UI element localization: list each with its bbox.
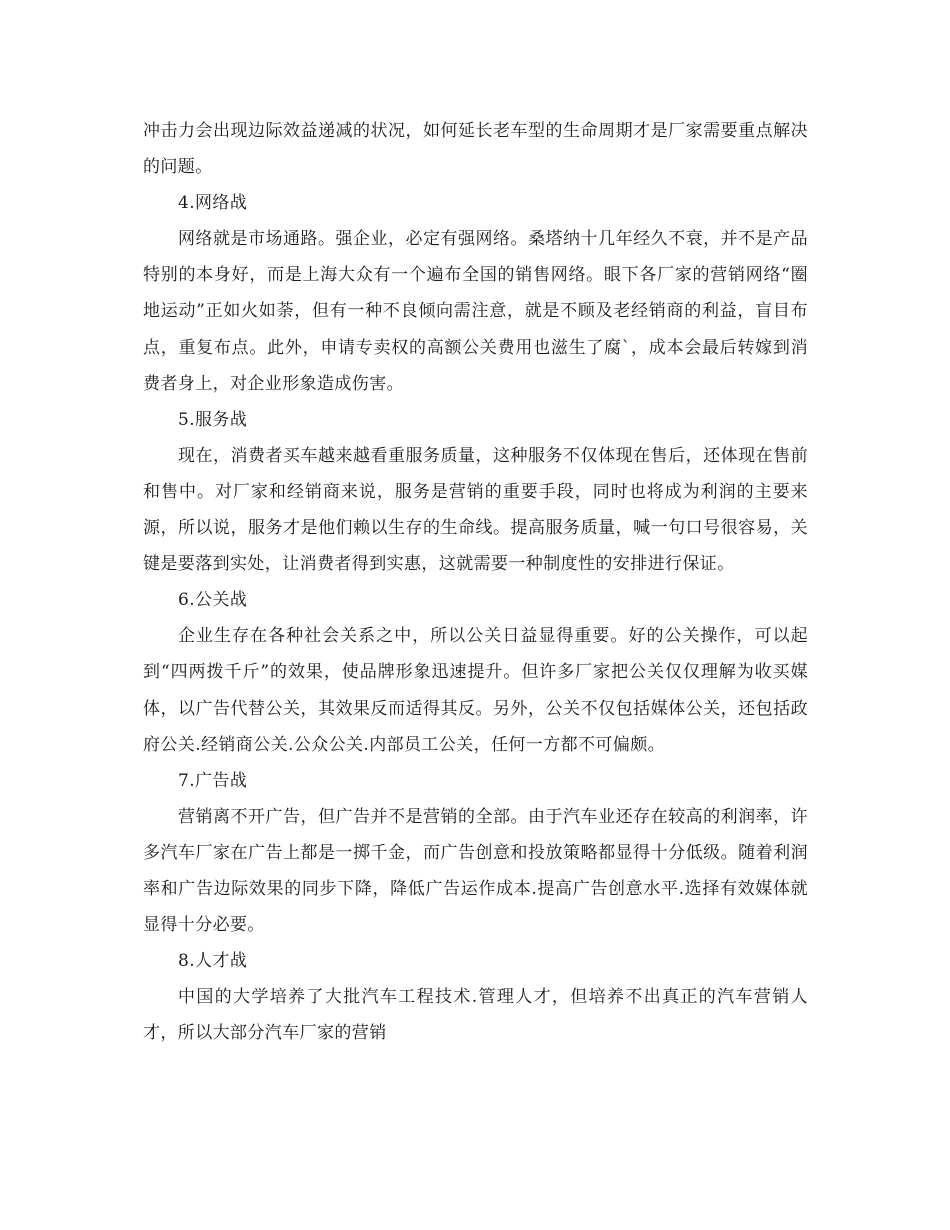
paragraph-advertising: 营销离不开广告，但广告并不是营销的全部。由于汽车业还存在较高的利润率，许多汽车厂家在广告上都是一掷千金，而广告创意和投放策略都显得十分低级。随着利润率和广告边际效果的同步下降，降低广告运作成本.提高广告创意水平.选择有效媒体就显得十分必要。 — [143, 806, 808, 936]
paragraph-network: 网络就是市场通路。强企业，必定有强网络。桑塔纳十几年经久不衰，并不是产品特别的本身好，而是上海大众有一个遍布全国的销售网络。眼下各厂家的营销网络“圈地运动”正如火如荼，但有一种不良倾向需注意，就是不顾及老经销商的利益，盲目布点，重复布点。此外，申请专卖权的高额公关费用也滋生了腐`，成本会最后转嫁到消费者身上，对企业形象造成伤害。 — [143, 229, 808, 394]
paragraph-pr: 企业生存在各种社会关系之中，所以公关日益显得重要。好的公关操作，可以起到“四两拨千斤”的效果，使品牌形象迅速提升。但许多厂家把公关仅仅理解为收买媒体，以广告代替公关，其效果反而适得其反。另外，公关不仅包括媒体公关，还包括政府公关.经销商公关.公众公关.内部员工公关，任何一方都不可偏颇。 — [143, 626, 808, 755]
section-heading-talent: 8.人才战 — [178, 951, 248, 972]
paragraph-talent: 中国的大学培养了大批汽车工程技术.管理人才，但培养不出真正的汽车营销人才，所以大部分汽车厂家的营销 — [143, 987, 808, 1044]
section-heading-network: 4.网络战 — [178, 193, 248, 214]
paragraph-service: 现在，消费者买车越来越看重服务质量，这种服务不仅体现在售后，还体现在售前和售中。对厂家和经销商来说，服务是营销的重要手段，同时也将成为利润的主要来源，所以说，服务才是他们赖以生存的生命线。提高服务质量，喊一句口号很容易，关键是要落到实处，让消费者得到实惠，这就需要一种制度性的安排进行保证。 — [143, 445, 808, 575]
paragraph-continuation: 冲击力会出现边际效益递减的状况，如何延长老车型的生命周期才是厂家需要重点解决的问题。 — [143, 121, 808, 178]
section-heading-pr: 6.公关战 — [178, 590, 248, 611]
section-heading-service: 5.服务战 — [178, 409, 248, 430]
document-page — [143, 113, 808, 1051]
section-heading-advertising: 7.广告战 — [178, 770, 248, 791]
